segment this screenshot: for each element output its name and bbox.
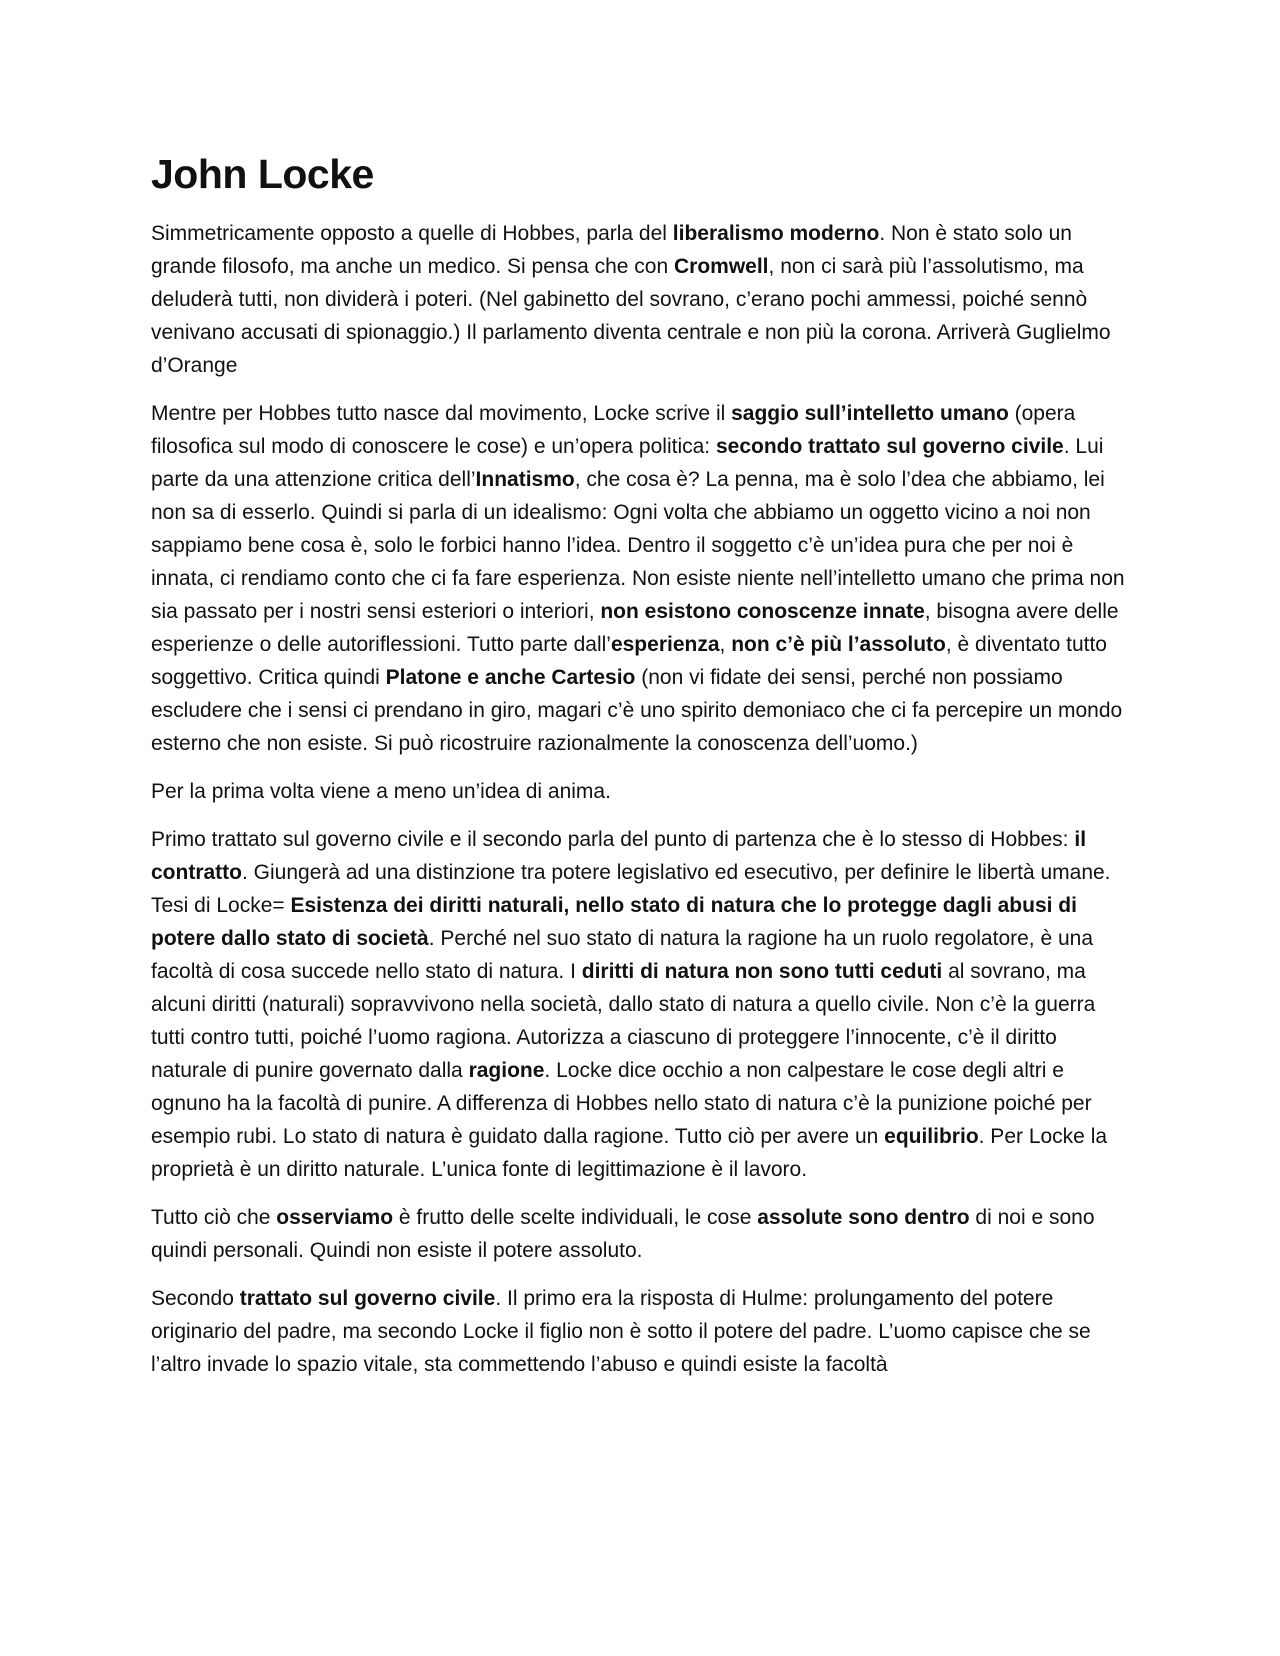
text-run: . Perché nel suo stato di natura la ragione ha un ruolo regolatore, è una facoltà di cosa succede nello stato di natura. I [151, 927, 1094, 984]
text-run: . Non è stato solo un grande filosofo, ma anche un medico. Si pensa che con [151, 222, 1072, 279]
text-run: Secondo [151, 1287, 240, 1311]
text-run: . Per Locke la proprietà è un diritto naturale. L’unica fonte di legittimazione è il lavoro. [151, 1125, 1108, 1182]
document-body [151, 217, 1131, 1381]
bold-text-run: Platone e anche Cartesio [385, 666, 636, 690]
bold-text-run: equilibrio [884, 1125, 979, 1149]
text-run: (opera filosofica sul modo di conoscere le cose) e un’opera politica: [151, 402, 1076, 459]
bold-text-run: non esistono conoscenze innate [600, 600, 925, 624]
bold-text-run: liberalismo moderno [672, 222, 880, 246]
text-run: Per la prima volta viene a meno un’idea di anima. [151, 780, 611, 804]
text-run: , bisogna avere delle esperienze o delle autoriflessioni. Tutto parte dall’ [151, 600, 1119, 657]
paragraph [151, 397, 1131, 760]
text-run: è frutto delle scelte individuali, le cose [393, 1206, 758, 1230]
text-run: al sovrano, ma alcuni diritti (naturali) sopravvivono nella società, dallo stato di natura a quello civile. Non c’è la guerra tutti contro tutti, poiché l’uomo ragiona. Autorizza a ciascuno di proteggere l’innocente, c’è il diritto naturale di punire governato dalla [151, 960, 1096, 1083]
text-run: (non vi fidate dei sensi, perché non possiamo escludere che i sensi ci prendano in giro, magari c’è uno spirito demoniaco che ci fa percepire un mondo esterno che non esiste. Si può ricostruire razionalmente la conoscenza dell’uomo.) [151, 666, 1123, 756]
bold-text-run: trattato sul governo civile [239, 1287, 496, 1311]
bold-text-run: non c’è più l’assoluto [731, 633, 946, 657]
bold-text-run: diritti di natura non sono tutti ceduti [581, 960, 943, 984]
text-run: Simmetricamente opposto a quelle di Hobbes, parla del [151, 222, 673, 246]
text-run: Primo trattato sul governo civile e il secondo parla del punto di partenza che è lo stesso di Hobbes: [151, 828, 1075, 852]
paragraph [151, 217, 1131, 382]
bold-text-run: ragione [468, 1059, 545, 1083]
document-title: John Locke [151, 151, 374, 197]
bold-text-run: secondo trattato sul governo civile [715, 435, 1064, 459]
paragraph [151, 1201, 1131, 1267]
text-run: , non ci sarà più l’assolutismo, ma deluderà tutti, non dividerà i poteri. (Nel gabinetto del sovrano, c’erano pochi ammessi, poiché sennò venivano accusati di spionaggio.) Il parlamento diventa centrale e non più la corona. Arriverà Guglielmo d’Orange [151, 255, 1111, 378]
text-run: . Il primo era la risposta di Hulme: prolungamento del potere originario del padre, ma secondo Locke il figlio non è sotto il potere del padre. L’uomo capisce che se l’altro invade lo spazio vitale, sta commettendo l’abuso e quindi esiste la facoltà [151, 1287, 1091, 1377]
bold-text-run: esperienza [610, 633, 720, 657]
document-page [151, 150, 1131, 1396]
paragraph [151, 775, 1131, 808]
paragraph [151, 1282, 1131, 1381]
text-run: , che cosa è? La penna, ma è solo l’dea che abbiamo, lei non sa di esserlo. Quindi si parla di un idealismo: Ogni volta che abbiamo un oggetto vicino a noi non sappiamo bene cosa è, solo le forbici hanno l’idea. Dentro il soggetto c’è un’idea pura che per noi è innata, ci rendiamo conto che ci fa fare esperienza. Non esiste niente nell’intelletto umano che prima non sia passato per i nostri sensi esteriori o interiori, [151, 468, 1125, 624]
bold-text-run: Esistenza dei diritti naturali, nello stato di natura che lo protegge dagli abusi di potere dallo stato di società [151, 894, 1077, 951]
bold-text-run: Cromwell [674, 255, 769, 279]
text-run: Mentre per Hobbes tutto nasce dal movimento, Locke scrive il [151, 402, 732, 426]
text-run: . Locke dice occhio a non calpestare le cose degli altri e ognuno ha la facoltà di punire. A differenza di Hobbes nello stato di natura c’è la punizione poiché per esempio rubi. Lo stato di natura è guidato dalla ragione. Tutto ciò per avere un [151, 1059, 1092, 1149]
text-run: . Giungerà ad una distinzione tra potere legislativo ed esecutivo, per definire le libertà umane. Tesi di Locke= [151, 861, 1111, 918]
text-run: , è diventato tutto soggettivo. Critica quindi [151, 633, 1107, 690]
text-run: Tutto ciò che [151, 1206, 277, 1230]
bold-text-run: il contratto [151, 828, 1087, 885]
text-run: di noi e sono quindi personali. Quindi non esiste il potere assoluto. [151, 1206, 1095, 1263]
text-run: , [719, 633, 732, 657]
bold-text-run: assolute sono dentro [757, 1206, 970, 1230]
paragraph [151, 823, 1131, 1186]
bold-text-run: saggio sull’intelletto umano [731, 402, 1009, 426]
bold-text-run: osserviamo [276, 1206, 394, 1230]
text-run: . Lui parte da una attenzione critica dell’ [151, 435, 1104, 492]
bold-text-run: Innatismo [475, 468, 575, 492]
